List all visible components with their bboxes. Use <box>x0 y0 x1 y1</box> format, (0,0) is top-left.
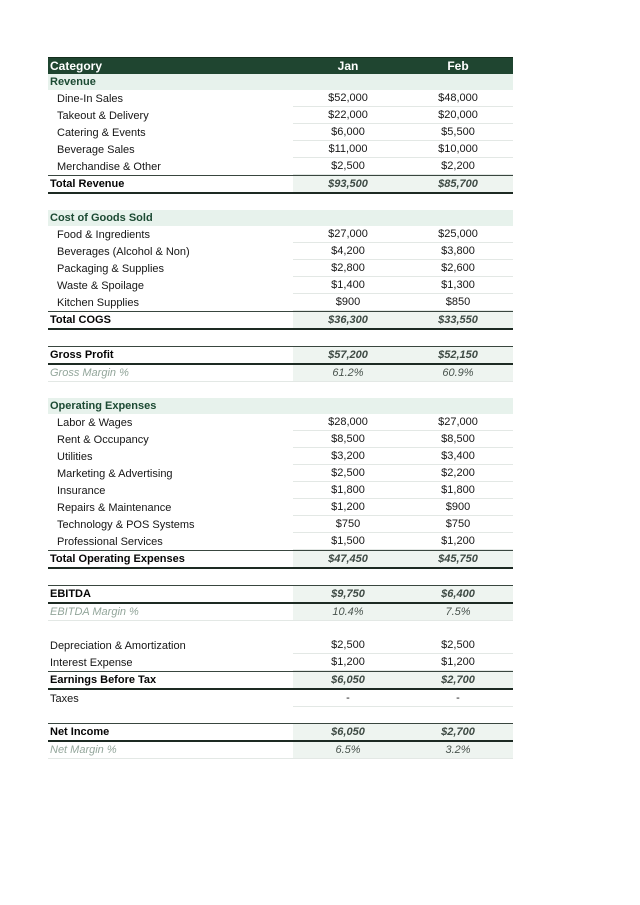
feb-value: $750 <box>403 516 513 533</box>
table-row-margin <box>48 742 513 759</box>
table-row-total <box>48 723 513 742</box>
feb-value: $2,700 <box>403 723 513 742</box>
table-row-item <box>48 499 513 516</box>
feb-value: $8,500 <box>403 431 513 448</box>
table-row-total <box>48 585 513 604</box>
row-label: Waste & Spoilage <box>57 279 145 292</box>
jan-value <box>293 74 403 90</box>
feb-value: $1,300 <box>403 277 513 294</box>
jan-value: $52,000 <box>293 90 403 107</box>
table-row-item <box>48 294 513 311</box>
row-label: Revenue <box>48 74 293 90</box>
jan-value: 6.5% <box>293 742 403 759</box>
jan-value: $2,800 <box>293 260 403 277</box>
table-row-margin <box>48 604 513 621</box>
row-label: Catering & Events <box>57 126 146 139</box>
table-row-plain <box>48 690 513 707</box>
spacer-row <box>48 194 513 210</box>
table-row-plain <box>48 654 513 671</box>
profit-loss-table <box>48 57 513 759</box>
feb-value: $3,800 <box>403 243 513 260</box>
row-label: Depreciation & Amortization <box>50 639 186 652</box>
table-row-margin <box>48 365 513 382</box>
spacer-cell <box>48 382 513 398</box>
table-row-total <box>48 671 513 690</box>
row-label: Taxes <box>50 692 79 705</box>
spacer-cell <box>48 621 513 637</box>
jan-value: 10.4% <box>293 604 403 621</box>
feb-value: $25,000 <box>403 226 513 243</box>
row-label: Beverage Sales <box>57 143 135 156</box>
table-row-section <box>48 210 513 226</box>
feb-value: $2,700 <box>403 671 513 690</box>
table-row-item <box>48 158 513 175</box>
table-row-item <box>48 107 513 124</box>
row-label: Total COGS <box>48 311 293 330</box>
row-label: Professional Services <box>57 535 163 548</box>
table-row-item <box>48 277 513 294</box>
jan-value: $28,000 <box>293 414 403 431</box>
table-row-item <box>48 124 513 141</box>
jan-value: $3,200 <box>293 448 403 465</box>
jan-value: - <box>293 690 403 707</box>
row-label: Kitchen Supplies <box>57 296 139 309</box>
jan-value: $1,400 <box>293 277 403 294</box>
spacer-row <box>48 621 513 637</box>
spacer-row <box>48 707 513 723</box>
jan-value: $8,500 <box>293 431 403 448</box>
jan-value: $1,200 <box>293 499 403 516</box>
feb-value: $2,200 <box>403 465 513 482</box>
jan-value: $93,500 <box>293 175 403 194</box>
column-header-feb: Feb <box>403 57 513 74</box>
jan-value: $1,200 <box>293 654 403 671</box>
jan-value: $36,300 <box>293 311 403 330</box>
jan-value: $6,050 <box>293 723 403 742</box>
jan-value: $2,500 <box>293 158 403 175</box>
table-row-total <box>48 175 513 194</box>
feb-value: 60.9% <box>403 365 513 382</box>
feb-value: $2,600 <box>403 260 513 277</box>
jan-value: $11,000 <box>293 141 403 158</box>
table-row-section <box>48 398 513 414</box>
table-row-total <box>48 550 513 569</box>
spacer-row <box>48 569 513 585</box>
jan-value: $57,200 <box>293 346 403 365</box>
feb-value: $850 <box>403 294 513 311</box>
table-row-item <box>48 260 513 277</box>
row-label: Food & Ingredients <box>57 228 150 241</box>
table-row-item <box>48 533 513 550</box>
table-row-item <box>48 431 513 448</box>
feb-value: 7.5% <box>403 604 513 621</box>
table-row-item <box>48 226 513 243</box>
feb-value: $27,000 <box>403 414 513 431</box>
table-row-item <box>48 141 513 158</box>
row-label: Total Operating Expenses <box>48 550 293 569</box>
jan-value: $22,000 <box>293 107 403 124</box>
feb-value: 3.2% <box>403 742 513 759</box>
column-header-category: Category <box>48 57 293 74</box>
row-label: Cost of Goods Sold <box>48 210 293 226</box>
feb-value: $45,750 <box>403 550 513 569</box>
spacer-row <box>48 382 513 398</box>
row-label: Insurance <box>57 484 106 497</box>
row-label: Dine-In Sales <box>57 92 124 105</box>
table-row-item <box>48 90 513 107</box>
feb-value: - <box>403 690 513 707</box>
feb-value <box>403 74 513 90</box>
jan-value: $750 <box>293 516 403 533</box>
feb-value: $1,800 <box>403 482 513 499</box>
jan-value: $47,450 <box>293 550 403 569</box>
table-row-item <box>48 243 513 260</box>
row-label: Gross Margin % <box>48 365 293 382</box>
feb-value: $1,200 <box>403 654 513 671</box>
row-label: Interest Expense <box>50 656 133 669</box>
jan-value <box>293 398 403 414</box>
spacer-cell <box>48 194 513 210</box>
row-label: Total Revenue <box>48 175 293 194</box>
row-label: Net Income <box>48 723 293 742</box>
feb-value: $20,000 <box>403 107 513 124</box>
spacer-cell <box>48 707 513 723</box>
column-header-jan: Jan <box>293 57 403 74</box>
row-label: Labor & Wages <box>57 416 133 429</box>
jan-value: $2,500 <box>293 465 403 482</box>
feb-value: $48,000 <box>403 90 513 107</box>
table-row-item <box>48 465 513 482</box>
spacer-cell <box>48 569 513 585</box>
row-label: Earnings Before Tax <box>48 671 293 690</box>
row-label: Gross Profit <box>48 346 293 365</box>
feb-value: $900 <box>403 499 513 516</box>
row-label: Technology & POS Systems <box>57 518 195 531</box>
row-label: Marketing & Advertising <box>57 467 173 480</box>
feb-value: $2,200 <box>403 158 513 175</box>
table-row-plain <box>48 637 513 654</box>
feb-value: $85,700 <box>403 175 513 194</box>
jan-value: $1,500 <box>293 533 403 550</box>
feb-value: $2,500 <box>403 637 513 654</box>
row-label: Packaging & Supplies <box>57 262 165 275</box>
row-label: Utilities <box>57 450 93 463</box>
row-label: EBITDA <box>48 585 293 604</box>
row-label: Merchandise & Other <box>57 160 161 173</box>
table-header-row <box>48 57 513 74</box>
table-row-section <box>48 74 513 90</box>
row-label: Operating Expenses <box>48 398 293 414</box>
table-row-total <box>48 311 513 330</box>
spacer-row <box>48 330 513 346</box>
row-label: EBITDA Margin % <box>48 604 293 621</box>
jan-value: $27,000 <box>293 226 403 243</box>
jan-value: $6,000 <box>293 124 403 141</box>
jan-value: $1,800 <box>293 482 403 499</box>
row-label: Repairs & Maintenance <box>57 501 172 514</box>
feb-value: $5,500 <box>403 124 513 141</box>
row-label: Beverages (Alcohol & Non) <box>57 245 190 258</box>
table-body <box>48 74 513 759</box>
feb-value <box>403 210 513 226</box>
feb-value <box>403 398 513 414</box>
jan-value: 61.2% <box>293 365 403 382</box>
table-row-item <box>48 516 513 533</box>
feb-value: $33,550 <box>403 311 513 330</box>
jan-value: $4,200 <box>293 243 403 260</box>
feb-value: $6,400 <box>403 585 513 604</box>
feb-value: $1,200 <box>403 533 513 550</box>
jan-value: $9,750 <box>293 585 403 604</box>
jan-value: $6,050 <box>293 671 403 690</box>
jan-value: $900 <box>293 294 403 311</box>
table-row-item <box>48 482 513 499</box>
feb-value: $3,400 <box>403 448 513 465</box>
table-row-total <box>48 346 513 365</box>
table-row-item <box>48 414 513 431</box>
row-label: Rent & Occupancy <box>57 433 149 446</box>
jan-value <box>293 210 403 226</box>
jan-value: $2,500 <box>293 637 403 654</box>
feb-value: $10,000 <box>403 141 513 158</box>
table-row-item <box>48 448 513 465</box>
row-label: Takeout & Delivery <box>57 109 149 122</box>
feb-value: $52,150 <box>403 346 513 365</box>
spacer-cell <box>48 330 513 346</box>
row-label: Net Margin % <box>48 742 293 759</box>
